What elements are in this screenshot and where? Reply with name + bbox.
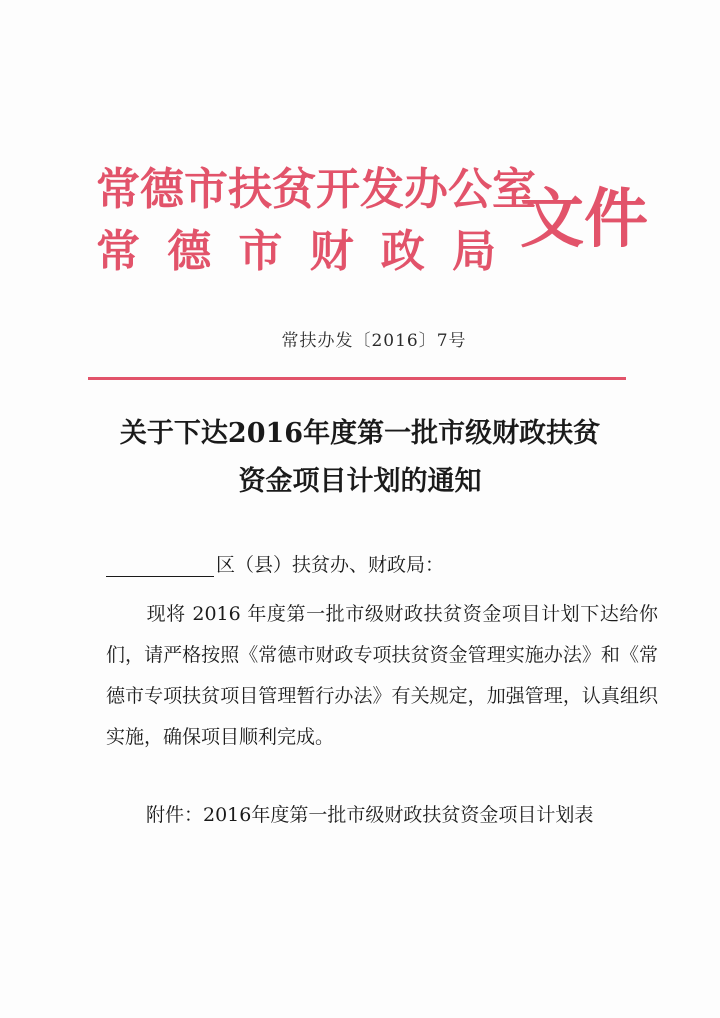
- issuer-line-2-char: 财: [309, 226, 354, 277]
- issuer-line-2-char: 政: [380, 226, 425, 277]
- attachment-note: 附件：2016年度第一批市级财政扶贫资金项目计划表: [146, 804, 594, 826]
- document-number: 常扶办发〔2016〕7号: [281, 331, 467, 351]
- issuer-line-2: [96, 226, 496, 277]
- red-divider-line: [88, 377, 626, 380]
- fill-in-blank: [106, 556, 214, 577]
- issuer-line-2-char: 市: [238, 226, 283, 277]
- body-paragraph-text: 现将 2016 年度第一批市级财政扶贫资金项目计划下达给你们，请严格按照《常德市财政专项扶贫资金管理实施办法》和《常德市专项扶贫项目管理暂行办法》有关规定，加强管理，认真组织实施，确保项目顺利完成。: [106, 603, 658, 748]
- salutation-text: 区（县）扶贫办、财政局：: [216, 554, 445, 576]
- body-paragraph: [106, 594, 658, 758]
- issuer-line-1: 常德市扶贫开发办公室: [96, 164, 536, 215]
- issuer-line-2-char: 德: [167, 226, 212, 277]
- salutation: [106, 550, 444, 577]
- issuer-line-2-char: 局: [451, 226, 496, 277]
- issuer-line-2-char: 常: [96, 226, 140, 277]
- document-type-label: 文件: [520, 182, 648, 257]
- notice-title-line-2: 资金项目计划的通知: [238, 466, 482, 497]
- notice-title-line-1: 关于下达2016年度第一批市级财政扶贫: [119, 418, 601, 449]
